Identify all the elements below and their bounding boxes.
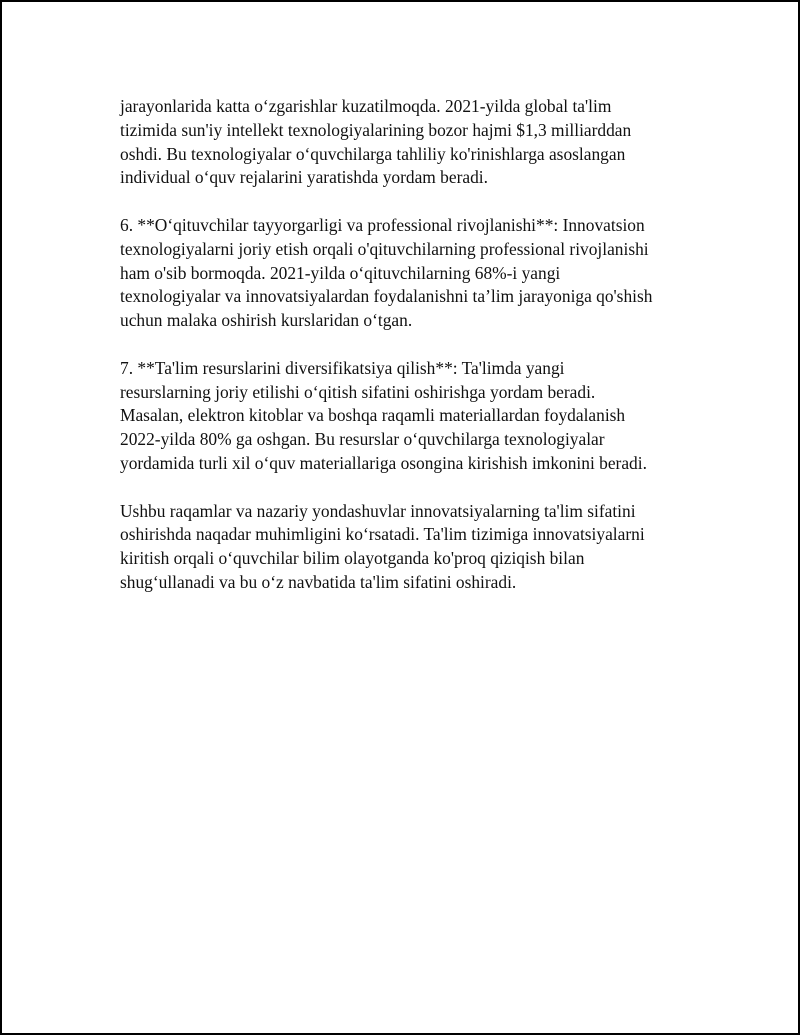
text-line: oshdi. Bu texnologiyalar oʻquvchilarga tahliliy ko'rinishlarga asoslangan	[120, 143, 626, 164]
paragraph-resource-diversification	[120, 357, 700, 476]
paragraph-teacher-development	[120, 214, 700, 333]
text-line: 7. **Ta'lim resurslarini diversifikatsiya qilish**: Ta'limda yangi	[120, 357, 565, 378]
paragraph-ai-market	[120, 95, 700, 190]
text-line: 6. **Oʻqituvchilar tayyorgarligi va professional rivojlanishi**: Innovatsion	[120, 214, 645, 235]
text-line: oshirishda naqadar muhimligini koʻrsatadi. Ta'lim tizimiga innovatsiyalarni	[120, 524, 645, 545]
text-line: texnologiyalarni joriy etish orqali o'qituvchilarning professional rivojlanishi	[120, 238, 649, 259]
document-body	[120, 95, 700, 619]
text-line: shugʻullanadi va bu oʻz navbatida ta'lim sifatini oshiradi.	[120, 571, 517, 592]
text-line: yordamida turli xil oʻquv materiallariga osongina kirishish imkonini beradi.	[120, 452, 647, 473]
text-line: 2022-yilda 80% ga oshgan. Bu resurslar oʻquvchilarga texnologiyalar	[120, 429, 605, 450]
paragraph-conclusion	[120, 500, 700, 595]
text-line: uchun malaka oshirish kurslaridan oʻtgan.	[120, 310, 413, 331]
text-line: ham o'sib bormoqda. 2021-yilda oʻqituvchilarning 68%-i yangi	[120, 262, 561, 283]
text-line: tizimida sun'iy intellekt texnologiyalarining bozor hajmi $1,3 milliarddan	[120, 119, 632, 140]
text-line: individual oʻquv rejalarini yaratishda yordam beradi.	[120, 167, 488, 188]
text-line: Masalan, elektron kitoblar va boshqa raqamli materiallardan foydalanish	[120, 405, 626, 426]
text-line: kiritish orqali oʻquvchilar bilim olayotganda ko'proq qiziqish bilan	[120, 548, 585, 569]
text-line: Ushbu raqamlar va nazariy yondashuvlar innovatsiyalarning ta'lim sifatini	[120, 500, 636, 521]
text-line: texnologiyalar va innovatsiyalardan foydalanishni ta’lim jarayoniga qo'shish	[120, 286, 653, 307]
text-line: jarayonlarida katta oʻzgarishlar kuzatilmoqda. 2021-yilda global ta'lim	[120, 96, 612, 116]
text-line: resurslarning joriy etilishi oʻqitish sifatini oshirishga yordam beradi.	[120, 381, 596, 402]
